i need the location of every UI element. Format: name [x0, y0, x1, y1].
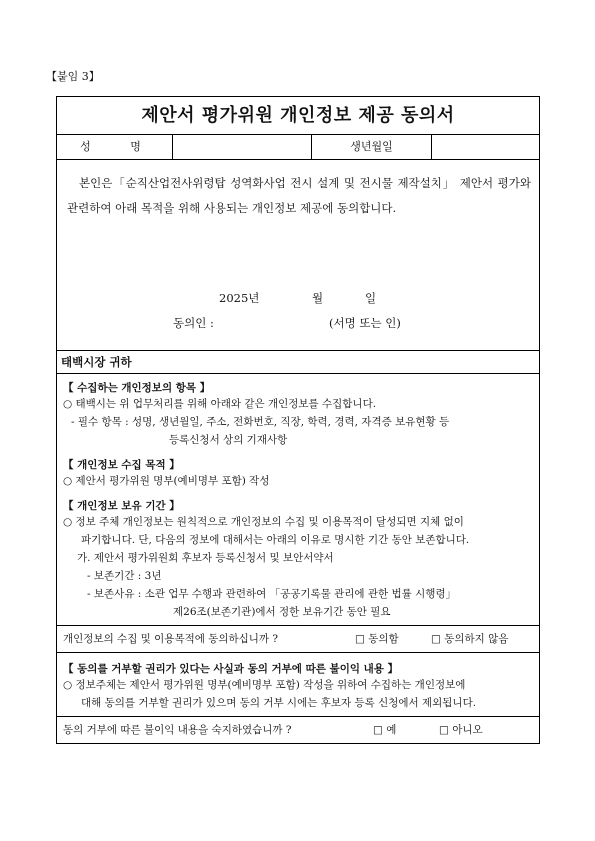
name-field[interactable] — [173, 135, 312, 159]
name-row — [57, 135, 539, 160]
retention-line-6: 제26조(보존기관)에서 정한 보유기간 동안 필요 — [173, 606, 391, 618]
question-2-text: 동의 거부에 따른 불이익 내용을 숙지하였습니까 ? — [63, 724, 292, 736]
disagree-checkbox[interactable]: □ 동의하지 않음 — [431, 633, 509, 645]
date-year: 2025년 — [219, 291, 260, 305]
info-sections — [57, 374, 539, 626]
items-line-1: ○ 태백시는 위 업무처리를 위해 아래와 같은 개인정보를 수집합니다. — [63, 398, 377, 410]
date-month: 월 — [312, 291, 324, 305]
refusal-line-2: 대해 동의를 거부할 권리가 있으며 동의 거부 시에는 후보자 등록 신청에서 제외됩니다. — [81, 697, 477, 709]
consent-statement-block — [57, 160, 539, 351]
retention-heading: 【 개인정보 보유 기간 】 — [63, 500, 180, 512]
attachment-label: 【붙임 3】 — [46, 70, 100, 83]
consent-statement: 본인은「순직산업전사위령탑 성역화사업 전시 설계 및 전시물 제작설치」 제안서 평가와 관련하여 아래 목적을 위해 사용되는 개인정보 제공에 동의합니다. — [67, 176, 531, 215]
yes-checkbox[interactable]: □ 예 — [373, 724, 397, 736]
purpose-line-1: ○ 제안서 평가위원 명부(예비명부 포함) 작성 — [63, 475, 270, 487]
agree-checkbox[interactable]: □ 동의함 — [355, 633, 399, 645]
refusal-heading: 【 동의를 거부할 권리가 있다는 사실과 동의 거부에 따른 불이익 내용 】 — [63, 663, 399, 675]
purpose-heading: 【 개인정보 수집 목적 】 — [63, 459, 180, 471]
purpose-consent-question — [57, 626, 539, 653]
items-line-3: 등록신청서 상의 기재사항 — [169, 434, 288, 446]
retention-line-3: 가. 제안서 평가위원회 후보자 등록신청서 및 보안서약서 — [77, 552, 334, 564]
refusal-acknowledge-question — [57, 717, 539, 743]
retention-line-2: 파기합니다. 단, 다음의 정보에 대해서는 아래의 이유로 명시한 기간 동안 보존합니다. — [81, 534, 470, 546]
birth-label: 생년월일 — [312, 135, 432, 159]
no-checkbox[interactable]: □ 아니오 — [439, 724, 483, 736]
recipient: 태백시장 귀하 — [57, 351, 539, 374]
items-line-2: - 필수 항목 : 성명, 생년월일, 주소, 전화번호, 직장, 학력, 경력, 자격증 보유현황 등 — [71, 416, 450, 428]
retention-line-1: ○ 정보 주체 개인정보는 원칙적으로 개인정보의 수집 및 이용목적이 달성되면 지체 없이 — [63, 516, 464, 528]
question-1-text: 개인정보의 수집 및 이용목적에 동의하십니까 ? — [63, 633, 279, 645]
signature-note: (서명 또는 인) — [329, 316, 401, 330]
name-label: 성 명 — [57, 135, 173, 159]
signer-label: 동의인 : — [173, 316, 214, 330]
refusal-line-1: ○ 정보주체는 제안서 평가위원 명부(예비명부 포함) 작성을 위하여 수집하는 개인정보에 — [63, 679, 466, 691]
date-day: 일 — [365, 291, 377, 305]
retention-line-5: - 보존사유 : 소관 업무 수행과 관련하여 「공공기록물 관리에 관한 법률 시행령」 — [87, 588, 457, 600]
refusal-section — [57, 653, 539, 717]
items-heading: 【 수집하는 개인정보의 항목 】 — [63, 382, 211, 394]
form-title: 제안서 평가위원 개인정보 제공 동의서 — [57, 97, 539, 135]
birth-field[interactable] — [432, 135, 539, 159]
retention-line-4: - 보존기간 : 3년 — [87, 570, 162, 582]
consent-form — [56, 96, 540, 744]
